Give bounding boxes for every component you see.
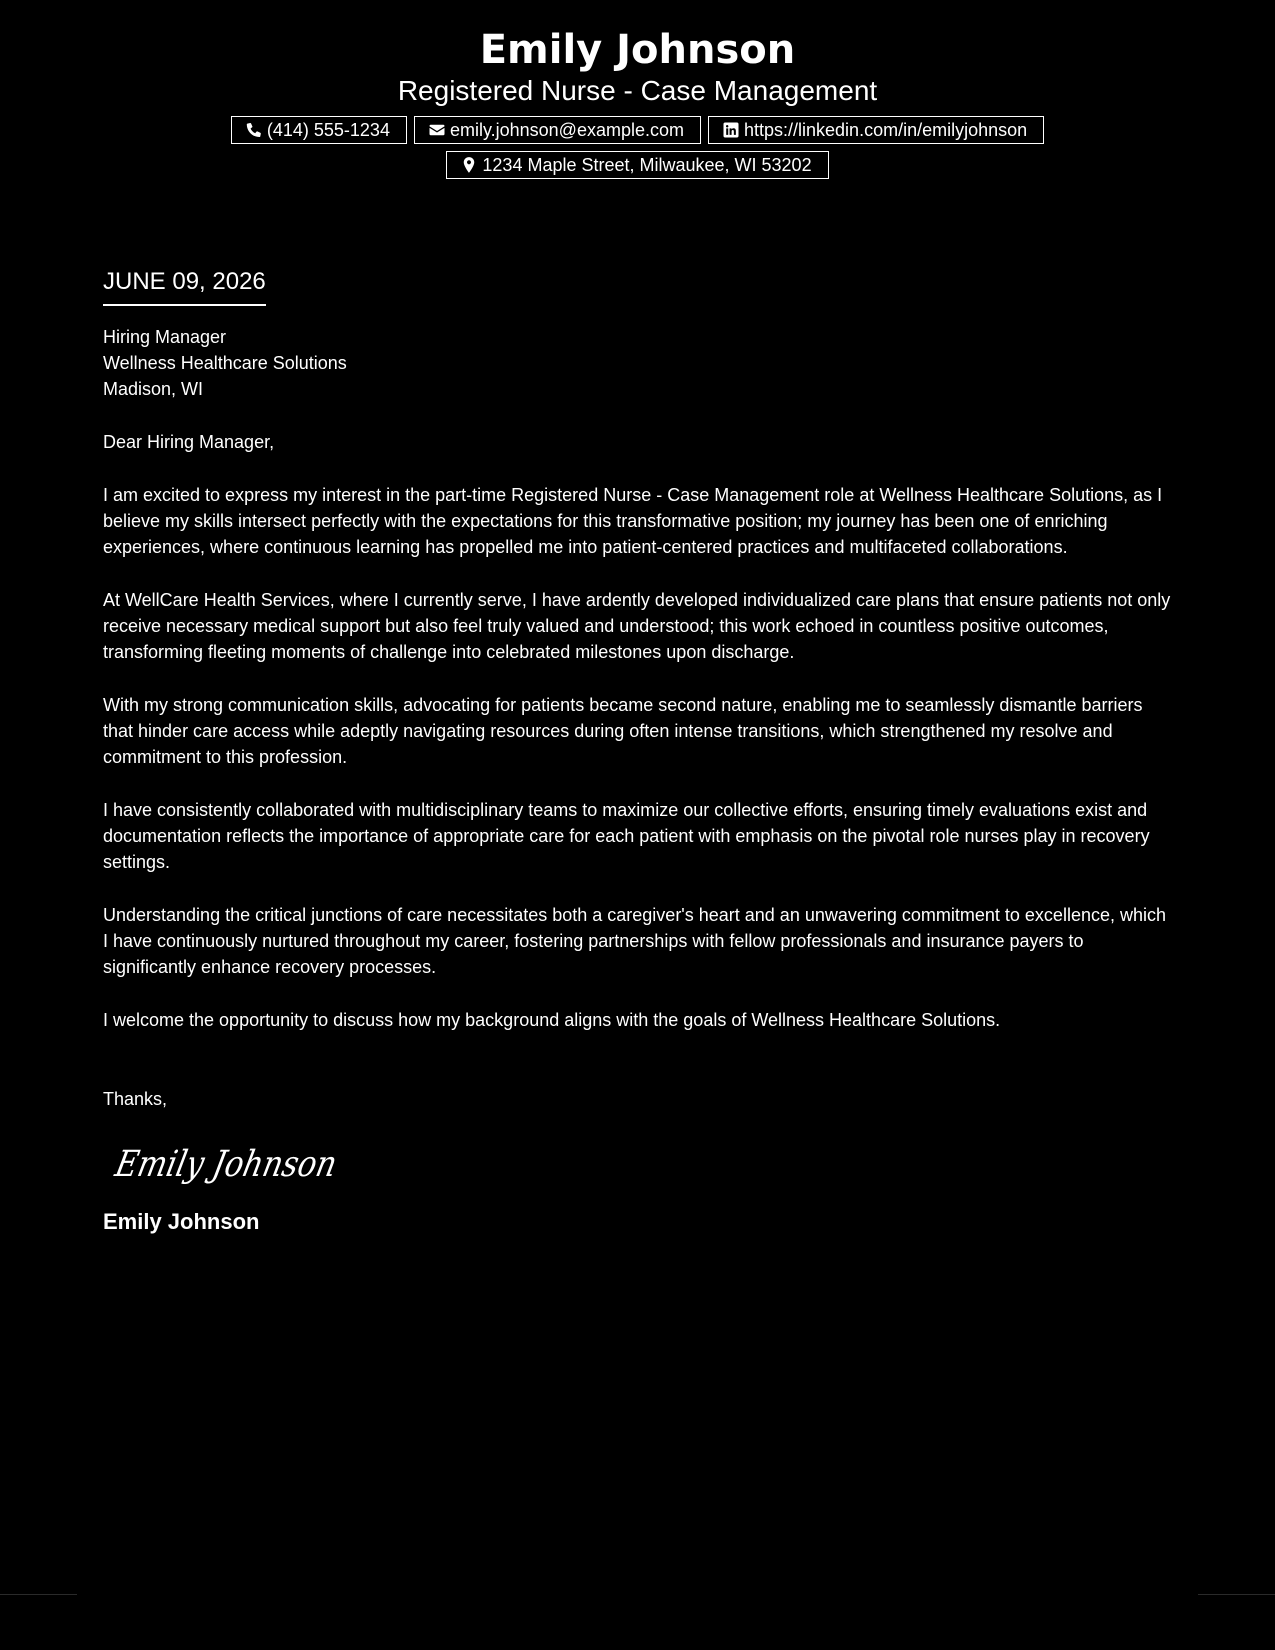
contact-email-text: emily.johnson@example.com — [449, 120, 684, 140]
recipient-line: Hiring Manager — [103, 327, 227, 347]
contact-linkedin-text: https://linkedin.com/in/emilyjohnson — [744, 120, 1028, 140]
signed-name: Emily Johnson — [103, 1209, 260, 1234]
contact-linkedin[interactable] — [708, 116, 1044, 144]
contact-phone-text: (414) 555-1234 — [266, 120, 390, 140]
paragraph: Understanding the critical junctions of care necessitates both a caregiver's heart and an unwavering commitment to excellence, which I have continuously nurtured throughout my career, fostering partnerships with fellow professionals and insurance payers to significantly enhance recovery processes. — [103, 905, 1166, 977]
recipient-line: Madison, WI — [103, 379, 204, 399]
letter-date: JUNE 09, 2026 — [103, 266, 266, 306]
letter-body — [103, 266, 1175, 1236]
applicant-name: Emily Johnson — [479, 27, 796, 73]
paragraph: I am excited to express my interest in the part-time Registered Nurse - Case Management role at Wellness Healthcare Solutions, as I believe my skills intersect perfectly with the expectations for this transformative position; my journey has been one of enriching experiences, where continuous learning has propelled me into patient-centered practices and multifaceted collaborations. — [103, 485, 1163, 557]
contact-row-secondary — [0, 151, 1275, 179]
contact-address-text: 1234 Maple Street, Milwaukee, WI 53202 — [482, 155, 812, 175]
recipient-block — [103, 324, 1175, 402]
footer-rule-left — [0, 1594, 77, 1595]
letter-header — [0, 22, 1275, 179]
paragraph: I welcome the opportunity to discuss how my background aligns with the goals of Wellness Healthcare Solutions. — [103, 1010, 1001, 1030]
contact-row-primary — [0, 116, 1275, 144]
contact-phone[interactable] — [231, 116, 407, 144]
footer-rule-right — [1198, 1594, 1275, 1595]
contact-email[interactable] — [414, 116, 701, 144]
recipient-line: Wellness Healthcare Solutions — [103, 353, 347, 373]
salutation: Dear Hiring Manager, — [103, 432, 275, 452]
envelope-icon — [427, 120, 447, 140]
signature-text: Emily Johnson — [111, 1142, 382, 1185]
closing: Thanks, — [103, 1089, 168, 1109]
map-marker-icon — [459, 155, 479, 175]
linkedin-icon — [721, 120, 741, 140]
phone-icon — [244, 120, 264, 140]
handwritten-signature — [111, 1132, 1175, 1202]
paragraph: At WellCare Health Services, where I currently serve, I have ardently developed individualized care plans that ensure patients not only receive necessary medical support but also feel truly valued and understood; this work echoed in countless positive outcomes, transforming fleeting moments of challenge into celebrated milestones upon discharge. — [103, 590, 1171, 662]
contact-address[interactable] — [446, 151, 828, 179]
paragraph: With my strong communication skills, advocating for patients became second nature, enabling me to seamlessly dismantle barriers that hinder care access while adeptly navigating resources during often intense transitions, which strengthened my resolve and commitment to this profession. — [103, 695, 1143, 767]
applicant-title: Registered Nurse - Case Management — [397, 75, 878, 106]
paragraph: I have consistently collaborated with multidisciplinary teams to maximize our collective efforts, ensuring timely evaluations exist and documentation reflects the importance of appropriate care for each patient with emphasis on the pivotal role nurses play in recovery settings. — [103, 800, 1150, 872]
